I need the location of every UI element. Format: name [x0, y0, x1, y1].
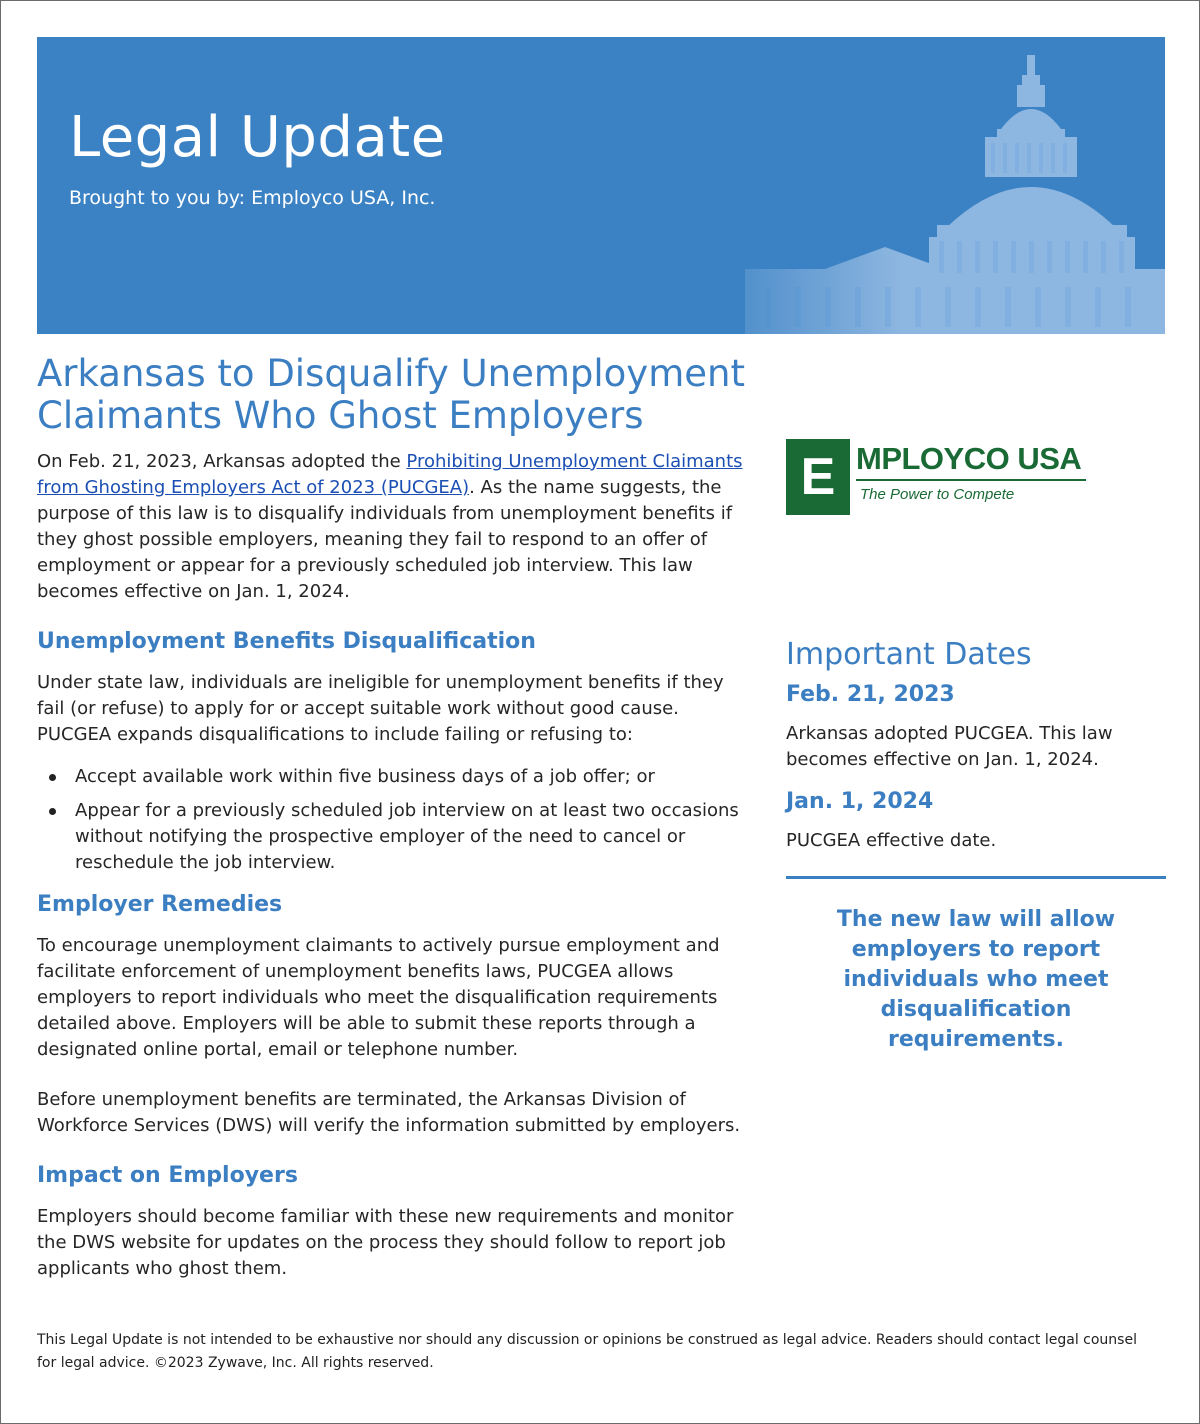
date-heading: Feb. 21, 2023	[786, 682, 955, 707]
disqualification-list	[37, 764, 747, 876]
callout-text: The new law will allow employers to report individuals who meet disqualification requirements.	[836, 907, 1116, 1052]
logo-letter-box: E	[786, 439, 850, 515]
section-heading-disqualification: Unemployment Benefits Disqualification	[37, 629, 536, 654]
footer-disclaimer: This Legal Update is not intended to be exhaustive nor should any discussion or opinions be construed as legal advice. Readers should contact legal counsel for legal advice. ©2023 Zywave, Inc. All rights reserved.	[37, 1332, 1137, 1371]
article-main-column	[37, 353, 747, 1282]
capitol-building-image	[685, 37, 1165, 334]
date-description: Arkansas adopted PUCGEA. This law becomes effective on Jan. 1, 2024.	[786, 723, 1113, 770]
article-headline: Arkansas to Disqualify Unemployment Claimants Who Ghost Employers	[37, 352, 745, 437]
important-dates-title: Important Dates	[786, 637, 1032, 672]
disqualification-paragraph: Under state law, individuals are ineligible for unemployment benefits if they fail (or refuse) to apply for or accept suitable work without good cause. PUCGEA expands disqualifications to include failing or refusing to:	[37, 672, 724, 745]
remedies-paragraph-1: To encourage unemployment claimants to actively pursue employment and facilitate enforcement of unemployment benefits laws, PUCGEA allows employers to report individuals who meet the disqualification requirements detailed above. Employers will be able to submit these reports through a designated online portal, email or telephone number.	[37, 935, 720, 1060]
pucgea-act-link[interactable]: Prohibiting Unemployment Claimants from Ghosting Employers Act of 2023 (PUCGEA)	[37, 451, 743, 498]
intro-paragraph	[37, 449, 747, 605]
intro-text-end: . As the name suggests, the purpose of this law is to disqualify individuals from unemployment benefits if they ghost possible employers, meaning they fail to respond to an offer of employment or appear for a previously scheduled job interview. This law becomes effective on Jan. 1, 2024.	[37, 477, 733, 602]
logo-tagline: The Power to Compete	[860, 486, 1015, 503]
intro-text-start: On Feb. 21, 2023, Arkansas adopted the	[37, 451, 407, 472]
sidebar	[786, 439, 1166, 1055]
section-heading-employer-remedies: Employer Remedies	[37, 892, 283, 917]
sidebar-divider	[786, 876, 1166, 879]
banner-subtitle: Brought to you by: Employco USA, Inc.	[69, 187, 436, 209]
list-item: Accept available work within five business days of a job offer; or	[37, 764, 747, 790]
remedies-paragraph-2: Before unemployment benefits are terminated, the Arkansas Division of Workforce Services (DWS) will verify the information submitted by employers.	[37, 1089, 741, 1136]
date-description: PUCGEA effective date.	[786, 830, 997, 851]
employco-logo	[786, 439, 1086, 517]
impact-paragraph: Employers should become familiar with these new requirements and monitor the DWS website for updates on the process they should follow to report job applicants who ghost them.	[37, 1206, 734, 1279]
header-banner	[37, 37, 1165, 334]
date-heading: Jan. 1, 2024	[786, 789, 934, 814]
logo-wordmark: MPLOYCO USA	[856, 441, 1082, 476]
logo-divider	[856, 479, 1086, 481]
banner-title: Legal Update	[69, 105, 446, 170]
section-heading-impact: Impact on Employers	[37, 1163, 298, 1188]
list-item: Appear for a previously scheduled job interview on at least two occasions without notifying the prospective employer of the need to cancel or reschedule the job interview.	[37, 798, 747, 876]
